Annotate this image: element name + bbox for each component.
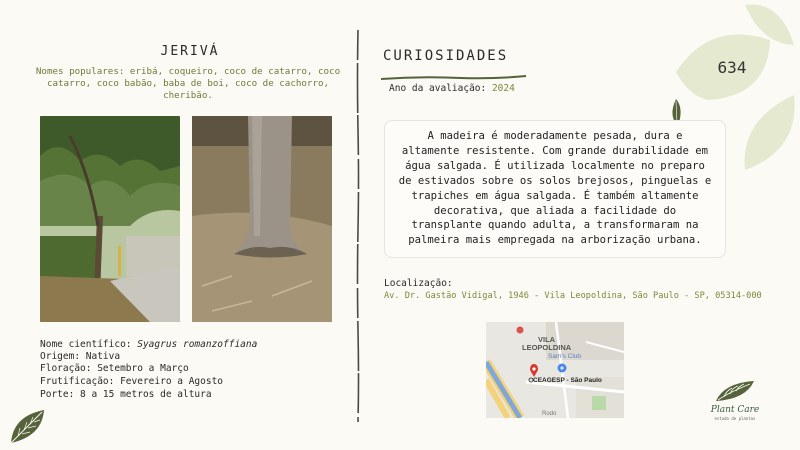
fruiting-line: Frutificação: Fevereiro a Agosto xyxy=(40,376,224,387)
map-district-line2: LEOPOLDINA xyxy=(522,343,572,352)
plant-name-title: JERIVÁ xyxy=(160,44,220,59)
tree-canopy-photo xyxy=(40,116,180,322)
brand-name: Plant Care xyxy=(710,405,760,415)
curiosities-title: CURIOSIDADES xyxy=(383,48,509,64)
plant-number-badge: 634 xyxy=(717,58,747,77)
column-divider xyxy=(356,30,358,422)
curiosities-text-box: A madeira é moderadamente pesada, dura e altamente resistente. Com grande durabilidade em água salgada. É utilizada localmente no preparo de estivados sobre os solos brejosos, pinguelas e trapiches em água salgada. É também altamente decorativa, que aliada a facilidade do transplante quando adulta, a transformaram na palmeira mais empregada na arborização urbana. xyxy=(384,120,726,258)
scientific-name-value: Syagrus romanzoffiana xyxy=(137,339,258,350)
location-address[interactable]: Av. Dr. Gastão Vidigal, 1946 - Vila Leopoldina, São Paulo - SP, 05314-000 xyxy=(384,291,762,301)
decorative-leaves xyxy=(670,0,800,184)
location-label: Localização: xyxy=(384,278,453,289)
map-place-sams: Sam's Club xyxy=(548,353,582,360)
map-district-line1: VILA xyxy=(538,335,556,344)
popular-names: Nomes populares: eribá, coqueiro, coco de catarro, coco catarro, coco babão, baba de boi, coco de cachorro, cheribão. xyxy=(35,66,341,101)
brand-tagline: estudo de plantas xyxy=(714,416,756,421)
flowering-line: Floração: Setembro a Março xyxy=(40,363,189,374)
palm-trunk-photo xyxy=(192,116,332,322)
evaluation-label: Ano da avaliação: xyxy=(389,83,492,94)
size-line: Porte: 8 a 15 metros de altura xyxy=(40,389,212,400)
origin-line: Origem: Nativa xyxy=(40,351,121,362)
location-map[interactable] xyxy=(486,322,624,418)
leaf-icon-bottom-left xyxy=(8,406,48,450)
map-place-ceagesp: CEAGESP - São Paulo xyxy=(533,377,602,384)
evaluation-year: 2024 xyxy=(491,83,515,94)
scientific-name-label: Nome científico: xyxy=(40,339,138,350)
map-road-label: Rodo xyxy=(542,411,557,417)
evaluation-year-line xyxy=(389,83,515,94)
